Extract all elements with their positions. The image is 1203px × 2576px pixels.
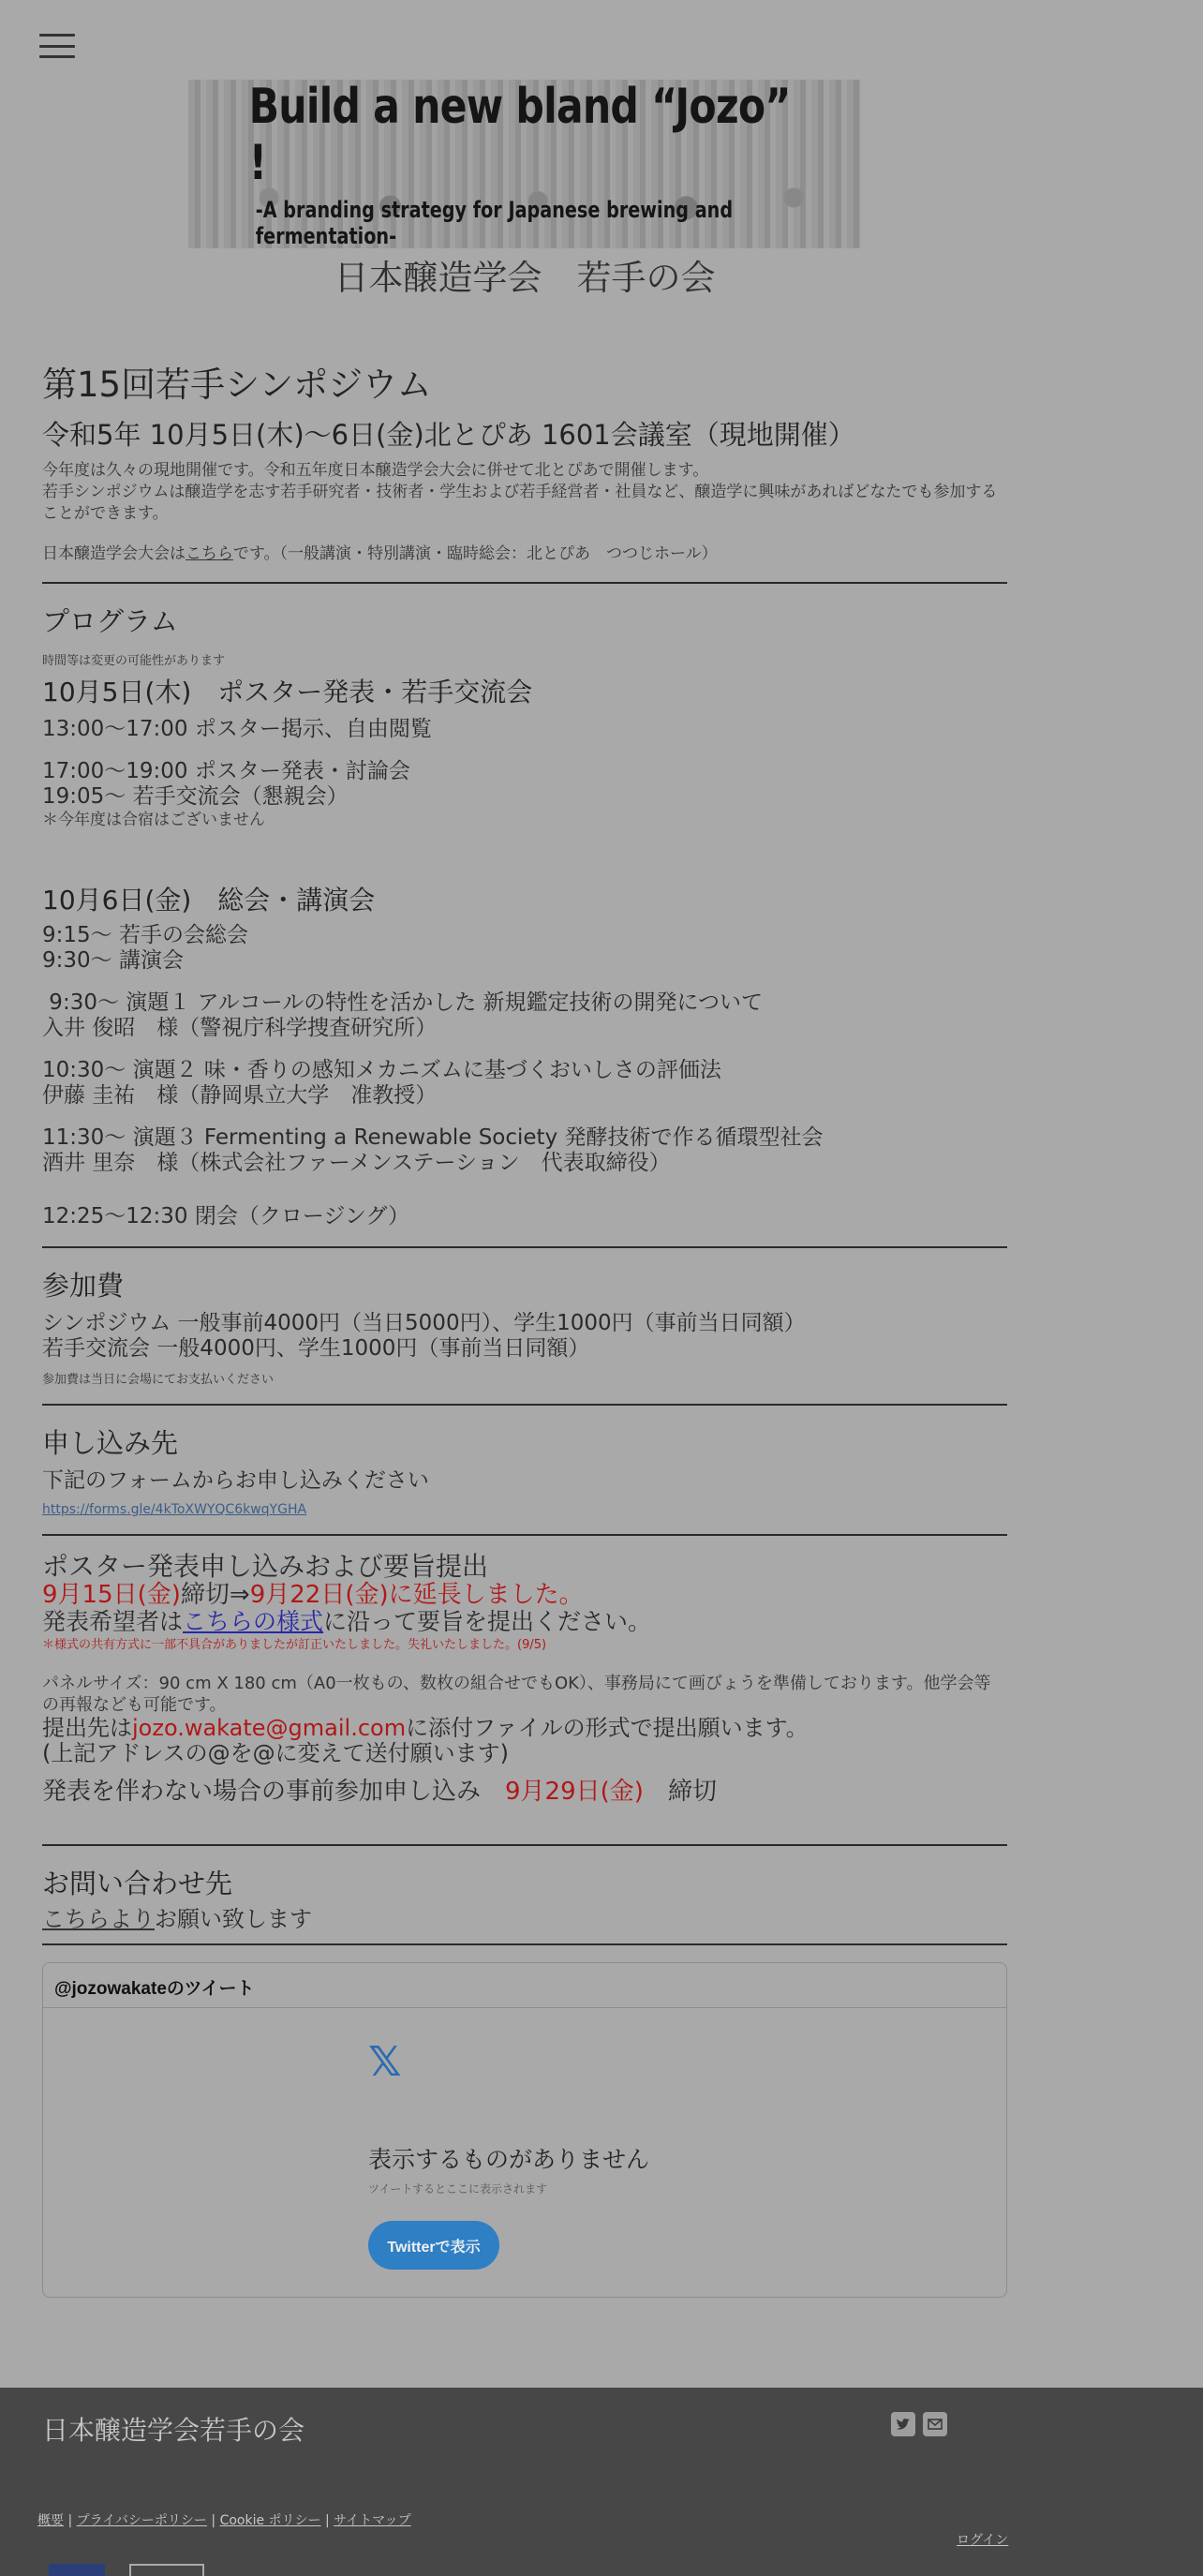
poster-submit-line: 提出先はjozo.wakate@gmail.comに添付ファイルの形式で提出願います。 — [42, 1715, 809, 1741]
application-form-link[interactable]: https://forms.gle/4kToXWYQC6kwqYGHA — [42, 1502, 307, 1517]
poster-form-line: 発表希望者はこちらの様式に沿って要旨を提出ください。 — [42, 1608, 652, 1635]
mail-icon[interactable] — [923, 2412, 947, 2436]
divider — [42, 1404, 1007, 1406]
talk3-speaker: 酒井 里奈 様（株式会社ファーメンステーション 代表取締役） — [42, 1151, 671, 1175]
program-title: プログラム — [42, 605, 178, 637]
day2-title: 10月6日(金) 総会・講演会 — [42, 885, 376, 916]
contact-title: お問い合わせ先 — [42, 1868, 233, 1899]
intro-text-2: 若手シンポジウムは醸造学を志す若手研究者・技術者・学生および若手経営者・社員など、醸造学に興味があればどなたでも参加することができます。 — [42, 483, 998, 523]
contact-line: こちらよりお願い致します — [42, 1906, 312, 1932]
sponsor-logo — [129, 2564, 204, 2576]
divider — [42, 1246, 1007, 1248]
apply-title: 申し込み先 — [42, 1427, 179, 1459]
twitter-empty-message: 表示するものがありません — [368, 2146, 650, 2173]
page-title: 第15回若手シンポジウム — [42, 365, 432, 405]
site-title: 日本醸造学会 若手の会 — [334, 258, 716, 298]
divider — [42, 582, 1007, 584]
twitter-empty-note: ツイートするとここに表示されます — [368, 2182, 548, 2196]
talk1-speaker: 入井 俊昭 様（警視庁科学捜査研究所） — [42, 1016, 438, 1040]
program-note: 時間等は変更の可能性があります — [42, 654, 226, 668]
contact-email[interactable]: jozo.wakate@gmail.com — [132, 1715, 407, 1741]
day1-line2: 17:00〜19:00 ポスター発表・討論会 — [42, 759, 410, 783]
footer-link-privacy[interactable]: プライバシーポリシー — [76, 2513, 207, 2528]
day1-title: 10月5日(木) ポスター発表・若手交流会 — [42, 677, 533, 707]
poster-panel-info: パネルサイズ：90 cm X 180 cm（A0一枚もの、数枚の組合せでもOK）、事務局にて画びょうを準備しております。他学会等の再報なども可能です。 — [42, 1674, 991, 1715]
header-banner-image — [188, 80, 861, 248]
poster-apology-note: ＊様式の共有方式に一部不具合がありましたが訂正いたしました。失礼いたしました。(9/5) — [42, 1638, 547, 1652]
login-link[interactable]: ログイン — [957, 2533, 1009, 2548]
day2-line1: 9:15〜 若手の会総会 — [42, 923, 248, 947]
divider — [42, 1534, 1007, 1536]
poster-at-note: (上記アドレスの@を@に変えて送付願います) — [42, 1740, 510, 1766]
poster-title: ポスター発表申し込みおよび要旨提出 — [42, 1551, 489, 1582]
twitter-icon[interactable] — [891, 2412, 915, 2436]
day1-line3: 19:05〜 若手交流会（懇親会） — [42, 784, 349, 809]
day2-line2: 9:30〜 講演会 — [42, 948, 184, 973]
footer-link-cookie[interactable]: Cookie ポリシー — [219, 2513, 321, 2528]
conference-link[interactable]: こちら — [186, 544, 233, 563]
footer-links: 概要 | プライバシーポリシー | Cookie ポリシー | サイトマップ — [37, 2513, 411, 2528]
day1-line1: 13:00〜17:00 ポスター掲示、自由閲覧 — [42, 717, 432, 741]
hamburger-menu-icon[interactable] — [39, 34, 75, 58]
intro-text-1: 今年度は久々の現地開催です。令和五年度日本醸造学会大会に併せて北とぴあで開催します。 — [42, 461, 709, 480]
site-footer — [0, 2388, 1203, 2576]
conference-info: 日本醸造学会大会はこちらです。（一般講演・特別講演・臨時総会：北とぴあ つつじホール） — [42, 544, 718, 563]
fee-note: 参加費は当日に会場にてお支払いください — [42, 1373, 275, 1387]
closing-line: 12:25〜12:30 閉会（クロージング） — [42, 1204, 410, 1228]
fee-line2: 若手交流会 一般4000円、学生1000円（事前当日同額） — [42, 1336, 590, 1361]
footer-link-about[interactable]: 概要 — [37, 2513, 64, 2528]
apply-text: 下記のフォームからお申し込みください — [42, 1468, 429, 1493]
twitter-widget-header: @jozowakateのツイート — [43, 1963, 1006, 2008]
twitter-timeline-widget — [42, 1962, 1007, 2298]
poster-template-link[interactable]: こちらの様式 — [183, 1608, 324, 1635]
banner-title: Build a new bland “Jozo” ! — [248, 79, 791, 191]
talk1-title: 9:30〜 演題１ アルコールの特性を活かした 新規鑑定技術の開発について — [42, 990, 764, 1015]
day1-note: ＊今年度は合宿はございません — [42, 811, 265, 829]
fee-title: 参加費 — [42, 1270, 125, 1302]
event-date-venue: 令和5年 10月5日(木)〜6日(金)北とぴあ 1601会議室（現地開催） — [42, 419, 855, 451]
footer-link-sitemap[interactable]: サイトマップ — [334, 2513, 411, 2528]
x-logo-icon: 𝕏 — [368, 2038, 402, 2086]
view-on-twitter-button[interactable]: Twitterで表示 — [368, 2221, 499, 2270]
talk2-title: 10:30〜 演題２ 味・香りの感知メカニズムに基づくおいしさの評価法 — [42, 1058, 721, 1082]
banner-subtitle: -A branding strategy for Japanese brewing and fermentation- — [255, 197, 734, 249]
talk2-speaker: 伊藤 圭祐 様（静岡県立大学 准教授） — [42, 1083, 438, 1108]
nonpresenter-deadline: 発表を伴わない場合の事前参加申し込み 9月29日(金) 締切 — [42, 1778, 717, 1806]
poster-deadline: 9月15日(金)締切⇒9月22日(金)に延長しました。 — [42, 1581, 584, 1609]
contact-link[interactable]: こちらより — [42, 1906, 155, 1932]
divider — [42, 1943, 1007, 1945]
footer-title: 日本醸造学会若手の会 — [42, 2415, 305, 2446]
main-content — [42, 356, 1007, 2298]
divider — [42, 1844, 1007, 1846]
fee-line1: シンポジウム 一般事前4000円（当日5000円）、学生1000円（事前当日同額） — [42, 1311, 806, 1335]
talk3-title: 11:30〜 演題３ Fermenting a Renewable Society 発酵技術で作る循環型社会 — [42, 1125, 824, 1150]
sponsor-logo — [49, 2564, 105, 2576]
